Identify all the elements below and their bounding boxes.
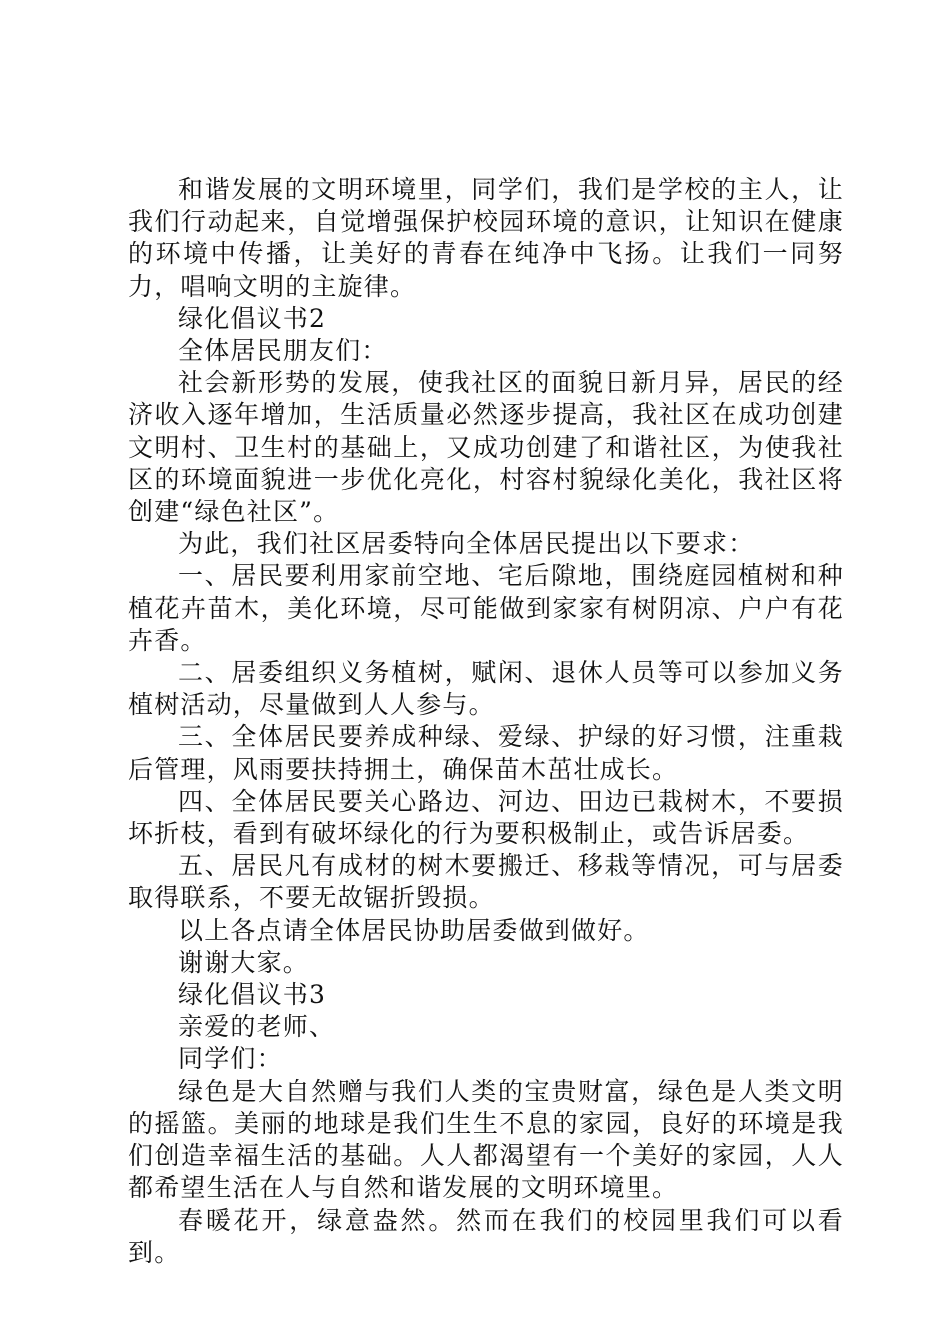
closing: 谢谢大家。 bbox=[178, 947, 310, 977]
document-body bbox=[128, 174, 844, 1269]
salutation: 全体居民朋友们： bbox=[178, 336, 388, 366]
list-item: 五、居民凡有成材的树木要搬迁、移栽等情况，可与居委取得联系，不要无故锯折毁损。 bbox=[128, 851, 844, 913]
salutation: 同学们： bbox=[178, 1044, 283, 1074]
paragraph: 社会新形势的发展，使我社区的面貌日新月异，居民的经济收入逐年增加，生活质量必然逐步提高，我社区在成功创建文明村、卫生村的基础上，又成功创建了和谐社区，为使我社区的环境面貌进一步优化亮化，村容村貌绿化美化，我社区将创建“绿色社区”。 bbox=[128, 368, 844, 527]
salutation: 亲爱的老师、 bbox=[178, 1012, 336, 1042]
list-item: 一、居民要利用家前空地、宅后隙地，围绕庭园植树和种植花卉苗木，美化环境，尽可能做到家家有树阴凉、户户有花卉香。 bbox=[128, 561, 844, 655]
paragraph: 和谐发展的文明环境里，同学们，我们是学校的主人，让我们行动起来，自觉增强保护校园环境的意识，让知识在健康的环境中传播，让美好的青春在纯净中飞扬。让我们一同努力，唱响文明的主旋律。 bbox=[128, 175, 844, 301]
list-item: 三、全体居民要养成种绿、爱绿、护绿的好习惯，注重栽后管理，风雨要扶持拥土，确保苗木茁壮成长。 bbox=[128, 722, 844, 784]
section-heading: 绿化倡议书3 bbox=[178, 980, 327, 1010]
paragraph: 为此，我们社区居委特向全体居民提出以下要求： bbox=[178, 529, 755, 559]
list-item: 四、全体居民要关心路边、河边、田边已栽树木，不要损坏折枝，看到有破坏绿化的行为要积极制止，或告诉居委。 bbox=[128, 786, 844, 849]
paragraph: 绿色是大自然赠与我们人类的宝贵财富，绿色是人类文明的摇篮。美丽的地球是我们生生不息的家园，良好的环境是我们创造幸福生活的基础。人人都渴望有一个美好的家园，人人都希望生活在人与自然和谐发展的文明环境里。 bbox=[128, 1076, 844, 1203]
section-heading: 绿化倡议书2 bbox=[178, 303, 327, 333]
paragraph: 春暖花开，绿意盎然。然而在我们的校园里我们可以看到。 bbox=[128, 1205, 844, 1267]
list-item: 二、居委组织义务植树，赋闲、退休人员等可以参加义务植树活动，尽量做到人人参与。 bbox=[128, 658, 844, 720]
paragraph: 以上各点请全体居民协助居委做到做好。 bbox=[178, 915, 650, 945]
